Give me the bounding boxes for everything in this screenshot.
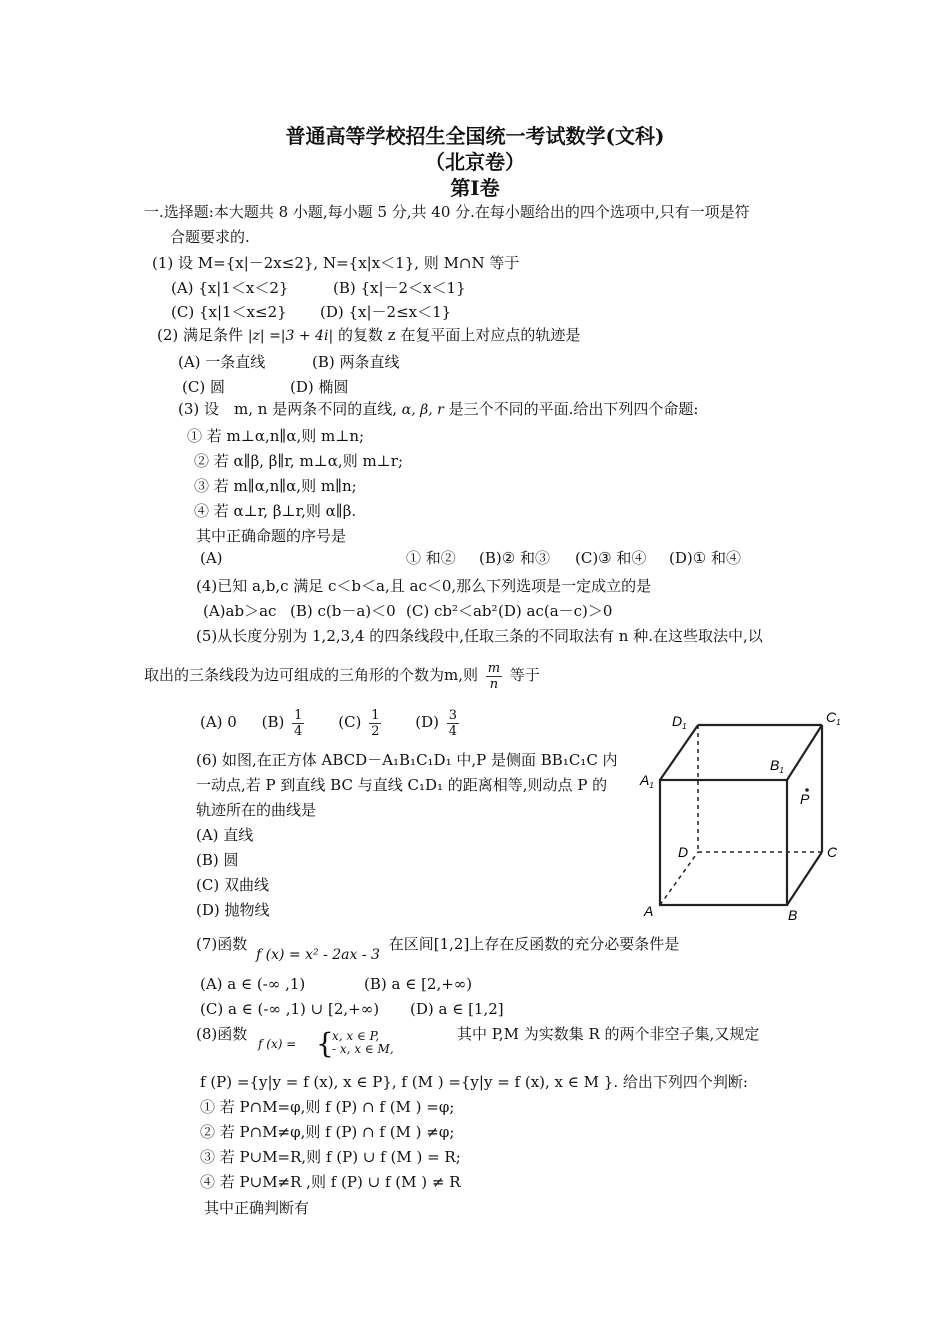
q5-frac-den: n: [489, 676, 499, 692]
q2-stem: [157, 325, 580, 346]
q2-condition: |z| =|3 + 4i|: [247, 328, 334, 344]
q3-stem-pre: (3) 设 m, n 是两条不同的直线,: [178, 400, 397, 418]
label-c: C: [827, 844, 838, 860]
q3-proposition-1: ① 若 m⊥α,n∥α,则 m⊥n;: [187, 427, 365, 445]
q8-ask: 其中正确判断有: [204, 1199, 310, 1217]
page-subtitle: （北京卷）: [425, 150, 525, 174]
q5-line1: (5)从长度分别为 1,2,3,4 的四条线段中,任取三条的不同取法有 n 种.在这些取法中,以: [196, 627, 763, 645]
q5-option-c-frac: [369, 708, 381, 739]
q7-post: 在区间[1,2]上存在反函数的充分必要条件是: [388, 935, 680, 953]
q6-option-a: (A) 直线: [196, 826, 254, 844]
q8-case-top: x, x ∈ P,: [332, 1029, 380, 1043]
q8-definition: f (P) ={y|y = f (x), x ∈ P}, f (M ) ={y|y = f (x), x ∈ M }. 给出下列四个判断:: [200, 1073, 748, 1091]
q8-post: 其中 P,M 为实数集 R 的两个非空子集,又规定: [457, 1025, 760, 1043]
label-b1: $B_1$: [770, 757, 784, 775]
q5-options: [200, 705, 462, 739]
cube-figure: [610, 700, 870, 925]
q7-option-d: (D) a ∈ [1,2]: [410, 1000, 504, 1018]
label-a: A: [644, 903, 654, 919]
q5-line2-post: 等于: [509, 666, 540, 684]
q5-option-a: (A) 0: [200, 713, 237, 731]
q4-option-b: (B) c(b－a)＜0: [290, 602, 396, 620]
q5-frac-num: m: [487, 660, 501, 676]
instructions-line2: 合题要求的.: [170, 228, 250, 246]
q5-fraction-m-n: [486, 661, 502, 692]
q3-greek: α, β, r: [401, 402, 444, 418]
q3-option-a: ① 和②: [406, 549, 456, 567]
q2-stem-post: 的复数 z 在复平面上对应点的轨迹是: [337, 326, 581, 344]
q4-option-d: (D) ac(a－c)＞0: [498, 602, 613, 620]
q8-judgment-4: ④ 若 P∪M≠R ,则 f (P) ∪ f (M ) ≠ R: [200, 1173, 461, 1191]
q1-option-b: (B) {x|－2＜x＜1}: [333, 279, 466, 297]
q3-proposition-2: ② 若 α∥β, β∥r, m⊥α,则 m⊥r;: [194, 452, 404, 470]
instructions-line1: 一.选择题:本大题共 8 小题,每小题 5 分,共 40 分.在每小题给出的四个选项中,只有一项是符: [144, 203, 750, 221]
q2-stem-pre: (2) 满足条件: [157, 326, 244, 344]
q6-line1: (6) 如图,在正方体 ABCD－A₁B₁C₁D₁ 中,P 是侧面 BB₁C₁C 内: [196, 751, 618, 769]
q5-b-den: 4: [294, 723, 303, 739]
q6-option-b: (B) 圆: [196, 851, 239, 869]
q7-option-a: (A) a ∈ (-∞ ,1): [200, 975, 306, 993]
q5-option-d: (D): [415, 713, 439, 731]
q8-judgment-1: ① 若 P∩M=φ,则 f (P) ∩ f (M ) =φ;: [200, 1098, 455, 1116]
q1-option-d: (D) {x|－2≤x＜1}: [320, 303, 452, 321]
q5-c-den: 2: [371, 723, 380, 739]
q8-judgment-2: ② 若 P∩M≠φ,则 f (P) ∩ f (M ) ≠φ;: [200, 1123, 455, 1141]
cube-front-face: [660, 780, 787, 905]
q5-line2: [144, 660, 540, 692]
section-heading: 第Ⅰ卷: [450, 176, 500, 200]
q1-option-c: (C) {x|1＜x≤2}: [171, 303, 287, 321]
q5-c-num: 1: [371, 707, 380, 723]
q3-option-d: (D)① 和④: [669, 549, 741, 567]
q3-stem-post: 是三个不同的平面.给出下列四个命题:: [448, 400, 699, 418]
q8-pre: (8)函数: [196, 1025, 248, 1043]
label-d1: $D_1$: [672, 713, 687, 731]
q7-pre: (7)函数: [196, 935, 248, 953]
label-d: D: [678, 844, 689, 860]
q5-option-b: (B): [261, 713, 285, 731]
label-a1: $A_1$: [640, 772, 654, 790]
q3-ask: 其中正确命题的序号是: [196, 527, 347, 545]
label-c1: $C_1$: [826, 709, 841, 727]
q1-stem: (1) 设 M={x|－2x≤2}, N={x|x＜1}, 则 M∩N 等于: [152, 254, 520, 272]
q5-line2-pre: 取出的三条线段为边可组成的三角形的个数为m,则: [144, 666, 478, 684]
q6-option-c: (C) 双曲线: [196, 876, 269, 894]
q6-line2: 一动点,若 P 到直线 BC 与直线 C₁D₁ 的距离相等,则动点 P 的: [196, 776, 608, 794]
q3-option-a-label: (A): [200, 549, 223, 567]
q4-stem: (4)已知 a,b,c 满足 c＜b＜a,且 ac＜0,那么下列选项是一定成立的是: [196, 577, 652, 595]
q6-option-d: (D) 抛物线: [196, 901, 270, 919]
q6-line3: 轨迹所在的曲线是: [196, 801, 317, 819]
q7-option-b: (B) a ∈ [2,+∞): [364, 975, 473, 993]
q5-option-b-frac: [292, 708, 304, 739]
q2-option-b: (B) 两条直线: [312, 353, 400, 371]
q4-option-a: (A)ab＞ac: [203, 602, 277, 620]
q8-case-bottom: - x, x ∈ M,: [332, 1042, 394, 1056]
q3-proposition-4: ④ 若 α⊥r, β⊥r,则 α∥β.: [194, 502, 357, 520]
q1-option-a: (A) {x|1＜x＜2}: [171, 279, 289, 297]
cube-edge-b1c1: [787, 725, 822, 780]
cube-edge-bc: [787, 852, 822, 905]
label-b: B: [788, 907, 798, 923]
q5-option-c: (C): [338, 713, 362, 731]
q8-func-left: f (x) =: [258, 1037, 297, 1051]
q2-option-d: (D) 椭圆: [290, 378, 349, 396]
page-title: 普通高等学校招生全国统一考试数学(文科): [285, 124, 665, 148]
q5-b-num: 1: [294, 707, 303, 723]
q5-d-num: 3: [448, 707, 458, 723]
q7-option-c: (C) a ∈ (-∞ ,1) ∪ [2,+∞): [200, 1000, 380, 1018]
q3-stem: [178, 399, 698, 420]
cube-edge-a1d1: [660, 725, 698, 780]
q5-option-d-frac: [447, 708, 459, 739]
q8-brace: {: [316, 1027, 334, 1060]
q5-d-den: 4: [448, 723, 458, 739]
q4-option-c: (C) cb²＜ab²: [406, 602, 498, 620]
q7-stem: [196, 926, 679, 963]
q3-option-c: (C)③ 和④: [575, 549, 647, 567]
q3-proposition-3: ③ 若 m∥α,n∥α,则 m∥n;: [194, 477, 357, 495]
q7-function: f (x) = x² - 2ax - 3: [256, 947, 380, 963]
q3-option-b: (B)② 和③: [479, 549, 550, 567]
label-p: P: [800, 791, 810, 807]
q2-option-a: (A) 一条直线: [178, 353, 266, 371]
q2-option-c: (C) 圆: [182, 378, 225, 396]
q8-judgment-3: ③ 若 P∪M=R,则 f (P) ∪ f (M ) = R;: [200, 1148, 461, 1166]
